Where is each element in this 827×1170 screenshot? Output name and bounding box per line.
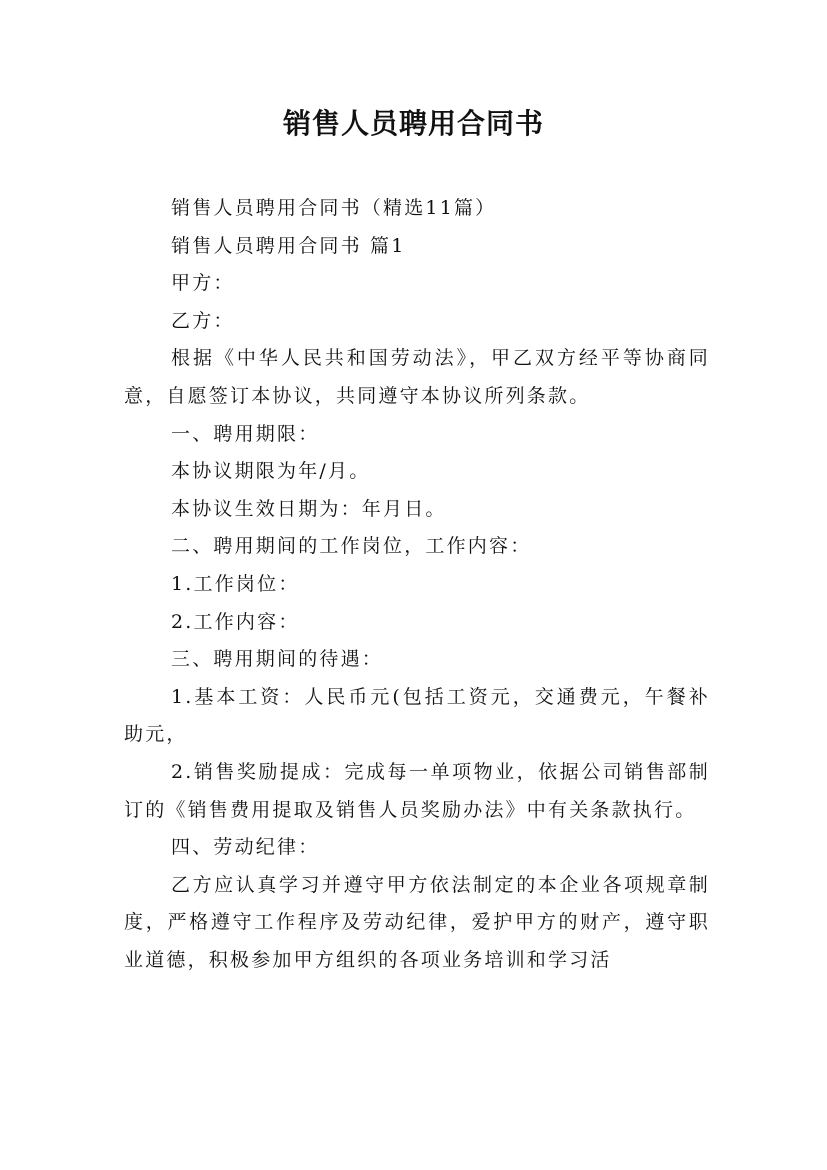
document-body bbox=[124, 190, 710, 979]
paragraph-party-b: 乙方： bbox=[171, 309, 235, 332]
document-title: 销售人员聘用合同书 bbox=[282, 107, 544, 140]
paragraph-job-content: 2.工作内容： bbox=[171, 610, 300, 633]
paragraph-discipline-body: 乙方应认真学习并遵守甲方依法制定的本企业各项规章制度，严格遵守工作程序及劳动纪律，爱护甲方的财产，遵守职业道德，积极参加甲方组织的各项业务培训和学习活 bbox=[124, 873, 710, 971]
paragraph-term-heading: 一、聘用期限： bbox=[171, 422, 320, 445]
paragraph-discipline-heading: 四、劳动纪律： bbox=[171, 836, 320, 859]
paragraph-position-heading: 二、聘用期间的工作岗位，工作内容： bbox=[171, 535, 532, 558]
paragraph-base-salary: 1.基本工资：人民币元(包括工资元，交通费元，午餐补助元， bbox=[124, 685, 710, 746]
paragraph-sales-commission: 2.销售奖励提成：完成每一单项物业，依据公司销售部制订的《销售费用提取及销售人员奖励办法》中有关条款执行。 bbox=[124, 760, 710, 821]
paragraph-position: 1.工作岗位： bbox=[171, 572, 300, 595]
paragraph-preamble: 根据《中华人民共和国劳动法》，甲乙双方经平等协商同意，自愿签订本协议，共同遵守本协议所列条款。 bbox=[124, 347, 710, 407]
paragraph-effective-date: 本协议生效日期为：年月日。 bbox=[171, 497, 447, 520]
paragraph-benefits-heading: 三、聘用期间的待遇： bbox=[171, 648, 384, 671]
paragraph-section-heading: 销售人员聘用合同书 篇1 bbox=[171, 234, 406, 257]
paragraph-term-length: 本协议期限为年/月。 bbox=[171, 460, 371, 483]
paragraph-subtitle: 销售人员聘用合同书（精选11篇） bbox=[171, 197, 497, 219]
paragraph-party-a: 甲方： bbox=[171, 272, 235, 295]
